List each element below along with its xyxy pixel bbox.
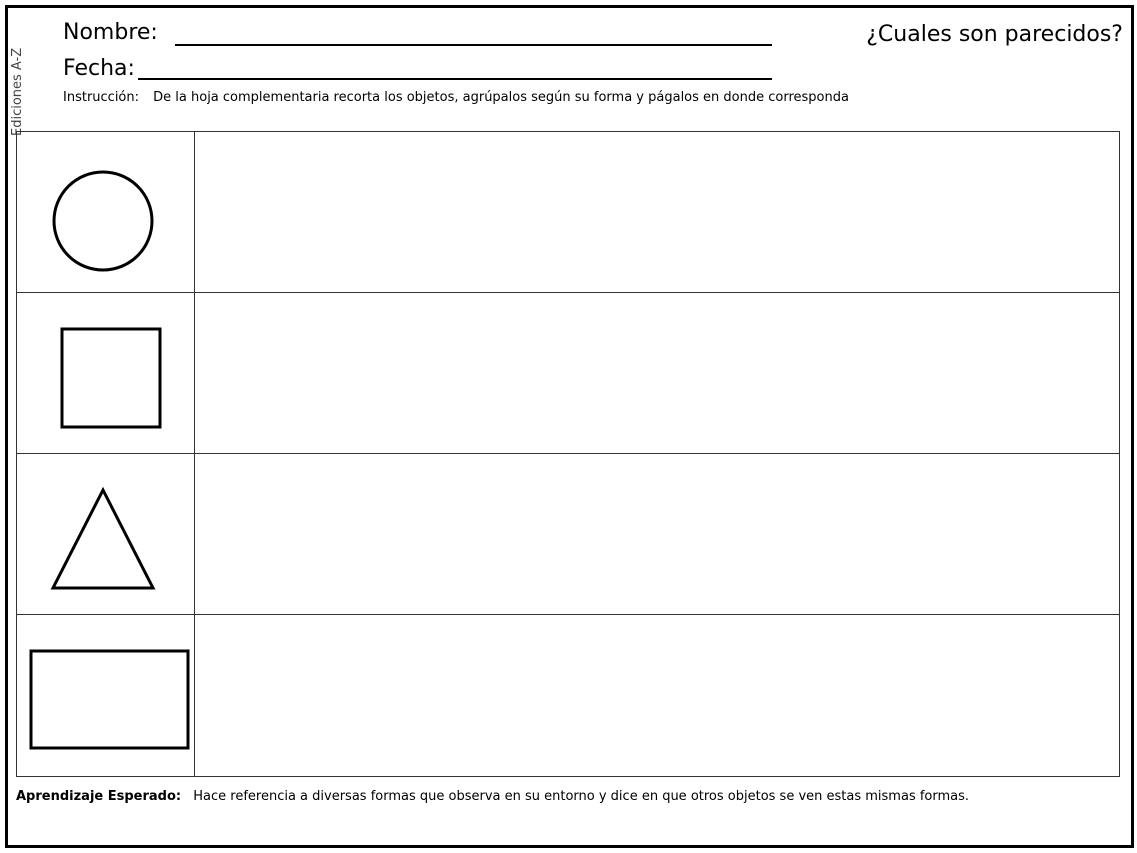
paste-area[interactable] [195, 615, 1119, 776]
rectangle-shape [17, 615, 195, 776]
instruction-text: De la hoja complementaria recorta los objetos, agrúpalos según su forma y págalos en donde corresponda [153, 90, 849, 105]
circle-shape [17, 132, 195, 293]
shape-cell [17, 454, 195, 614]
row-circle [17, 132, 1119, 293]
paste-area[interactable] [195, 132, 1119, 292]
date-label: Fecha: [63, 56, 135, 81]
page-title: ¿Cuales son parecidos? [866, 22, 1123, 47]
row-triangle [17, 454, 1119, 615]
instruction [63, 90, 849, 105]
row-rectangle [17, 615, 1119, 776]
date-line[interactable] [138, 78, 772, 80]
shape-grid [16, 131, 1120, 777]
row-square [17, 293, 1119, 454]
paste-area[interactable] [195, 454, 1119, 614]
name-label: Nombre: [63, 20, 158, 45]
paste-area[interactable] [195, 293, 1119, 453]
shape-cell [17, 132, 195, 292]
expected-learning [16, 786, 1116, 807]
square-shape [17, 293, 195, 454]
triangle-shape [17, 454, 195, 615]
shape-cell [17, 615, 195, 776]
worksheet [5, 5, 1134, 848]
expected-learning-label: Aprendizaje Esperado: [16, 789, 182, 804]
shape-cell [17, 293, 195, 453]
instruction-label: Instrucción: [63, 90, 140, 105]
name-line[interactable] [175, 44, 772, 46]
expected-learning-text: Hace referencia a diversas formas que observa en su entorno y dice en que otros objetos se ven estas mismas formas. [193, 789, 970, 804]
publisher-label: Ediciones A-Z [10, 47, 25, 136]
